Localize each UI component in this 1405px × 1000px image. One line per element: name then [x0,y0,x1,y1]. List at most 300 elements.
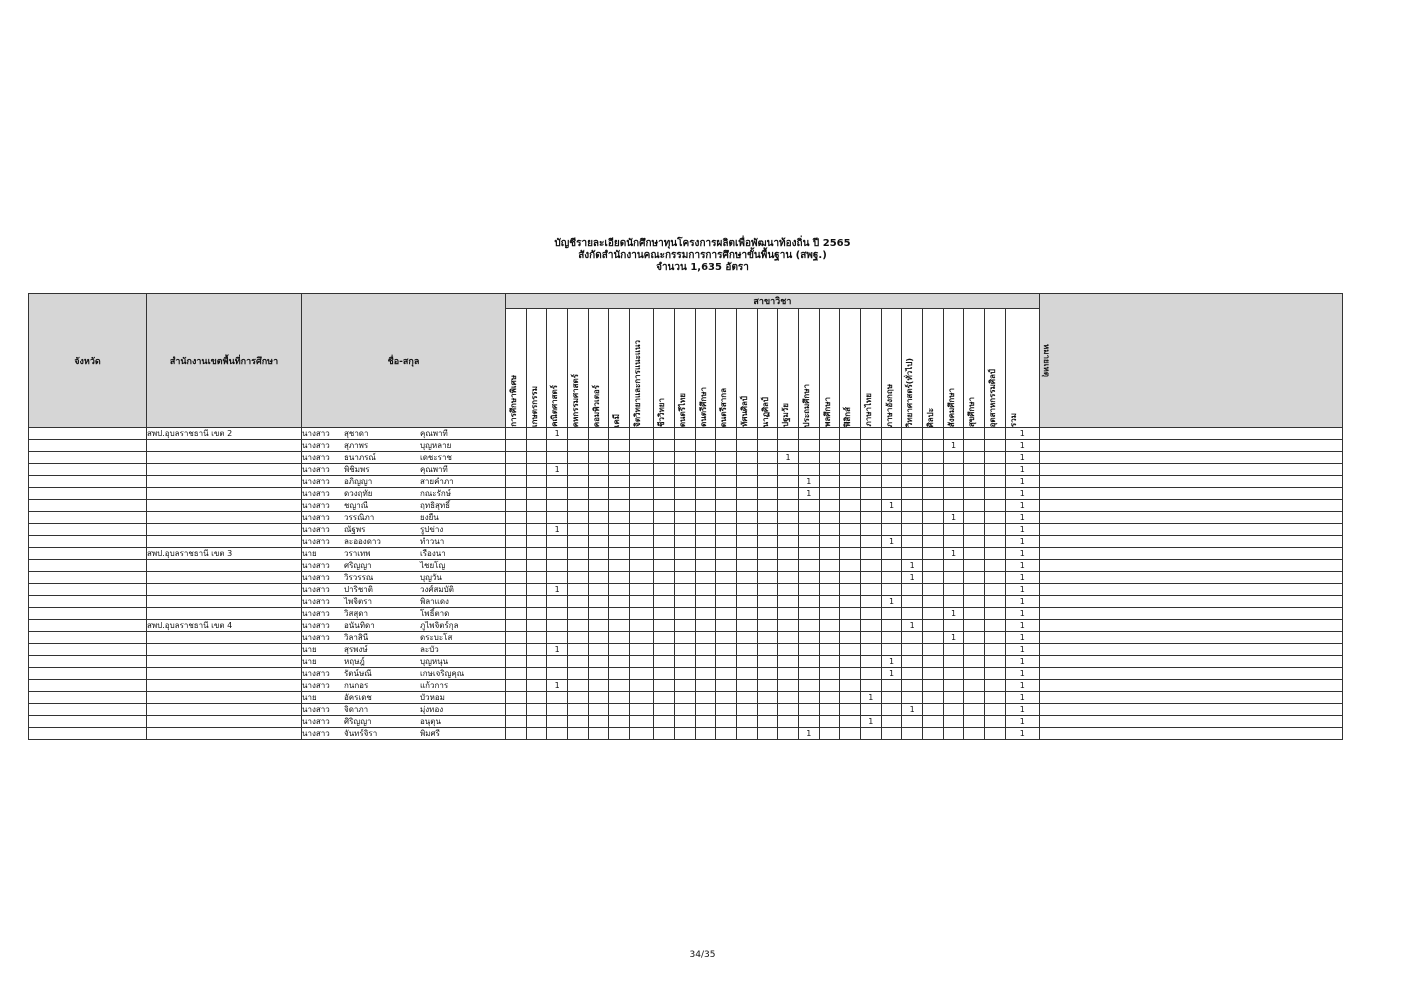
subject-cell [861,488,882,500]
total-cell: 1 [1005,428,1039,440]
name-title: นางสาว [302,429,330,438]
name-first: ละอองดาว [344,537,381,546]
subject-cell [923,680,944,692]
subject-cell [985,464,1006,476]
subject-cell [654,728,675,740]
province-cell [29,512,147,524]
subject-cell [695,692,716,704]
subject-cell [923,464,944,476]
subject-cell [526,428,547,440]
subject-cell [630,608,654,620]
subject-cell [568,548,589,560]
title-line-2: สังกัดสำนักงานคณะกรรมการการศึกษาขั้นพื้นฐาน (สพฐ.) [578,250,827,261]
subject-cell [819,512,840,524]
name-first: ณัฐพร [344,525,366,534]
subject-cell [526,488,547,500]
total-cell: 1 [1005,512,1039,524]
name-first: สุภาพร [344,441,369,450]
subject-cell [964,476,985,488]
province-cell [29,536,147,548]
header-subject [526,309,547,428]
total-cell: 1 [1005,608,1039,620]
subject-cell [798,500,819,512]
subject-cell [861,644,882,656]
subject-cell [526,656,547,668]
subject-cell [798,680,819,692]
subject-cell [943,596,964,608]
subject-cell [568,644,589,656]
header-subject-label: วิทยาศาสตร์(ทั่วไป) [905,357,915,427]
subject-cell [902,644,923,656]
subject-cell [630,512,654,524]
total-cell: 1 [1005,692,1039,704]
subject-cell [964,536,985,548]
subject-cell [798,572,819,584]
name-last: ทำวนา [420,537,445,546]
subject-cell [778,512,799,524]
subject-cell [716,512,737,524]
subject-cell [840,512,861,524]
name-last: คุณพาที [420,465,448,474]
subject-cell [736,584,757,596]
subject-cell [630,632,654,644]
subject-cell [840,596,861,608]
subject-cell [985,596,1006,608]
document-titles [0,238,1405,274]
subject-cell [840,728,861,740]
name-last: รูปข่าง [420,525,444,534]
name-last: ดระบะโส [420,633,453,642]
header-subject-label: ดนตรีสากล [719,387,729,427]
header-subject-label: คณิตศาสตร์ [550,385,560,427]
subject-cell [609,608,630,620]
province-cell [29,572,147,584]
subject-cell [985,488,1006,500]
name-first: วิรวรรณ [344,573,374,582]
subject-cell [778,560,799,572]
subject-cell [588,428,609,440]
total-cell: 1 [1005,596,1039,608]
subject-cell [985,728,1006,740]
subject-cell [840,548,861,560]
subject-cell [716,464,737,476]
subject-cell [923,500,944,512]
subject-cell [757,428,778,440]
office-cell: สพป.อุบลราชธานี เขต 4 [147,620,302,632]
subject-cell [840,692,861,704]
name-first: ปาริชาติ [344,585,373,594]
table-row [29,452,1343,464]
subject-cell [943,692,964,704]
name-cell [302,524,506,536]
name-title: นางสาว [302,621,330,630]
subject-cell [526,704,547,716]
subject-cell [985,704,1006,716]
subject-cell [716,656,737,668]
name-last: กณะรักษ์ [420,489,451,498]
subject-cell [568,692,589,704]
office-cell [147,452,302,464]
header-subject-label: ปฐมวัย [781,403,791,427]
subject-cell [861,632,882,644]
subject-cell [526,464,547,476]
header-subject-label: เกษตรกรรม [529,385,539,427]
subject-cell [716,548,737,560]
province-cell [29,644,147,656]
subject-cell [526,452,547,464]
province-cell [29,428,147,440]
subject-cell [588,620,609,632]
subject-cell [609,596,630,608]
total-cell: 1 [1005,560,1039,572]
subject-cell [778,524,799,536]
subject-cell [506,596,527,608]
table-row [29,440,1343,452]
header-subject-label: ประถมศึกษา [801,383,811,427]
header-subject [736,309,757,428]
subject-cell [695,548,716,560]
subject-cell [654,692,675,704]
subject-cell [757,596,778,608]
name-cell [302,560,506,572]
subject-cell [798,560,819,572]
subject-cell [778,440,799,452]
subject-cell [778,668,799,680]
subject-cell [695,728,716,740]
subject-cell [964,620,985,632]
subject-cell [736,548,757,560]
subject-cell [695,428,716,440]
subject-cell [674,692,695,704]
subject-cell [778,644,799,656]
subject-cell [985,668,1006,680]
subject-cell [674,572,695,584]
province-cell [29,440,147,452]
subject-cell [757,656,778,668]
subject-cell [943,584,964,596]
remarks-cell [1039,560,1342,572]
subject-cell [716,428,737,440]
header-subject-label: คอมพิวเตอร์ [591,384,601,427]
table-row [29,524,1343,536]
subject-cell [609,632,630,644]
subject-cell [547,656,568,668]
subject-cell: 1 [881,596,902,608]
subject-cell [923,644,944,656]
subject-cell [736,596,757,608]
subject-cell [674,704,695,716]
total-cell: 1 [1005,680,1039,692]
subject-cell [716,608,737,620]
subject-cell [798,608,819,620]
subject-cell [630,428,654,440]
subject-cell [716,452,737,464]
subject-cell [819,644,840,656]
subject-cell [630,656,654,668]
name-cell [302,680,506,692]
subject-cell [861,536,882,548]
subject-cell [674,548,695,560]
subject-cell [902,596,923,608]
name-last: เดชะราช [420,453,452,462]
subject-cell [840,572,861,584]
subject-cell [840,476,861,488]
subject-cell [674,560,695,572]
name-title: นางสาว [302,477,330,486]
subject-cell: 1 [547,524,568,536]
subject-cell [547,560,568,572]
table-row [29,668,1343,680]
subject-cell [526,500,547,512]
subject-cell [695,620,716,632]
subject-cell [526,680,547,692]
subject-cell [716,668,737,680]
subject-cell [861,668,882,680]
subject-cell [568,584,589,596]
subject-cell [985,476,1006,488]
subject-cell [861,560,882,572]
header-subject [985,309,1006,428]
subject-cell [819,704,840,716]
province-cell [29,704,147,716]
remarks-cell [1039,524,1342,536]
subject-cell [630,524,654,536]
subject-cell [695,440,716,452]
subject-cell [798,548,819,560]
subject-cell [757,680,778,692]
subject-cell [695,716,716,728]
subject-cell [654,596,675,608]
name-first: สุรพงษ์ [344,645,368,654]
subject-cell [923,524,944,536]
subject-cell [840,668,861,680]
name-title: นางสาว [302,585,330,594]
subject-cell [568,500,589,512]
subject-cell [568,620,589,632]
subject-cell [630,596,654,608]
subject-cell [798,584,819,596]
subject-cell [964,548,985,560]
subject-cell [526,560,547,572]
subject-cell [819,728,840,740]
subject-cell [674,524,695,536]
subject-cell [881,620,902,632]
subject-cell: 1 [547,644,568,656]
name-cell [302,596,506,608]
subject-cell [840,440,861,452]
subject-cell [588,560,609,572]
subject-cell [943,488,964,500]
name-title: นางสาว [302,453,330,462]
subject-cell [923,668,944,680]
subject-cell [526,692,547,704]
subject-cell [861,596,882,608]
subject-cell [526,608,547,620]
subject-cell [716,572,737,584]
subject-cell [568,440,589,452]
subject-cell [506,656,527,668]
subject-cell [861,608,882,620]
subject-cell [547,476,568,488]
subject-cell [964,428,985,440]
subject-cell [695,464,716,476]
office-cell [147,512,302,524]
page-number: 34/35 [689,950,716,960]
subject-cell [609,464,630,476]
subject-cell [654,512,675,524]
remarks-cell [1039,608,1342,620]
subject-cell [778,572,799,584]
subject-cell [798,656,819,668]
subject-cell [654,452,675,464]
subject-cell [716,680,737,692]
subject-cell [985,440,1006,452]
subject-cell [757,704,778,716]
office-cell [147,536,302,548]
subject-cell [630,584,654,596]
table-row [29,464,1343,476]
remarks-cell [1039,680,1342,692]
subject-cell [943,476,964,488]
subject-cell [609,572,630,584]
subject-cell [568,524,589,536]
subject-cell [840,644,861,656]
subject-cell [695,668,716,680]
subject-cell [547,668,568,680]
subject-cell [819,524,840,536]
subject-cell [943,464,964,476]
subject-cell [568,512,589,524]
name-cell [302,500,506,512]
header-subject [757,309,778,428]
subject-cell [674,584,695,596]
subject-cell [588,656,609,668]
header-remarks [1039,294,1342,428]
subject-cell [609,452,630,464]
name-cell [302,716,506,728]
subject-cell: 1 [902,572,923,584]
subject-cell [568,656,589,668]
subject-cell [923,440,944,452]
name-title: นางสาว [302,561,330,570]
subject-cell [547,704,568,716]
subject-cell [609,716,630,728]
subject-cell [736,476,757,488]
subject-cell [985,524,1006,536]
subject-cell [630,728,654,740]
subject-cell [695,680,716,692]
table-row [29,560,1343,572]
subject-cell [964,464,985,476]
subject-cell [881,452,902,464]
subject-cell [526,584,547,596]
subject-cell [716,476,737,488]
province-cell [29,680,147,692]
office-cell [147,476,302,488]
header-subject-label: ทัศนศิลป์ [739,396,749,427]
subject-cell [881,440,902,452]
subject-cell [943,500,964,512]
subject-cell [902,584,923,596]
subject-cell [819,668,840,680]
subject-cell [654,464,675,476]
subject-cell [778,428,799,440]
name-title: นาย [302,549,317,558]
subject-cell [902,488,923,500]
subject-cell [943,644,964,656]
subject-cell [819,428,840,440]
subject-cell [547,548,568,560]
name-last: วงศ์สมบัติ [420,585,454,594]
subject-cell [609,476,630,488]
subject-cell [630,440,654,452]
name-first: ไพจิตรา [344,597,372,606]
name-cell [302,572,506,584]
remarks-cell [1039,620,1342,632]
name-title: นางสาว [302,513,330,522]
subject-cell [757,548,778,560]
subject-cell [736,632,757,644]
subject-cell [736,692,757,704]
subject-cell [798,716,819,728]
header-subject-label: นาฏศิลป์ [760,396,770,427]
subject-cell [819,680,840,692]
remarks-cell [1039,452,1342,464]
subject-cell [757,440,778,452]
remarks-cell [1039,572,1342,584]
subject-cell [674,596,695,608]
name-cell [302,608,506,620]
name-title: นาย [302,645,317,654]
subject-cell [923,428,944,440]
table-row [29,488,1343,500]
name-first: วรรณิภา [344,513,375,522]
subject-cell [695,584,716,596]
name-first: ศริญญา [344,561,372,570]
subject-cell [588,572,609,584]
header-subject-label: จิตวิทยาและการแนะแนว [633,340,643,427]
subject-cell: 1 [778,452,799,464]
total-cell: 1 [1005,620,1039,632]
subject-cell [588,488,609,500]
office-cell [147,464,302,476]
header-subject [609,309,630,428]
table-row [29,704,1343,716]
subject-cell [881,428,902,440]
office-cell [147,692,302,704]
total-cell: 1 [1005,668,1039,680]
subject-cell [840,680,861,692]
subject-cell [798,428,819,440]
header-subject-label: อุตสาหกรรมศิลป์ [988,368,998,427]
name-title: นางสาว [302,441,330,450]
name-last: เรืองนา [420,549,446,558]
subject-cell [819,440,840,452]
table-row [29,644,1343,656]
table-row [29,500,1343,512]
subject-cell [985,452,1006,464]
total-cell: 1 [1005,536,1039,548]
subject-cell [674,668,695,680]
subject-cell [923,692,944,704]
subject-cell [798,620,819,632]
subject-cell [654,476,675,488]
subject-cell [798,644,819,656]
table-row [29,572,1343,584]
subject-cell [985,620,1006,632]
subject-cell [526,716,547,728]
total-cell: 1 [1005,548,1039,560]
